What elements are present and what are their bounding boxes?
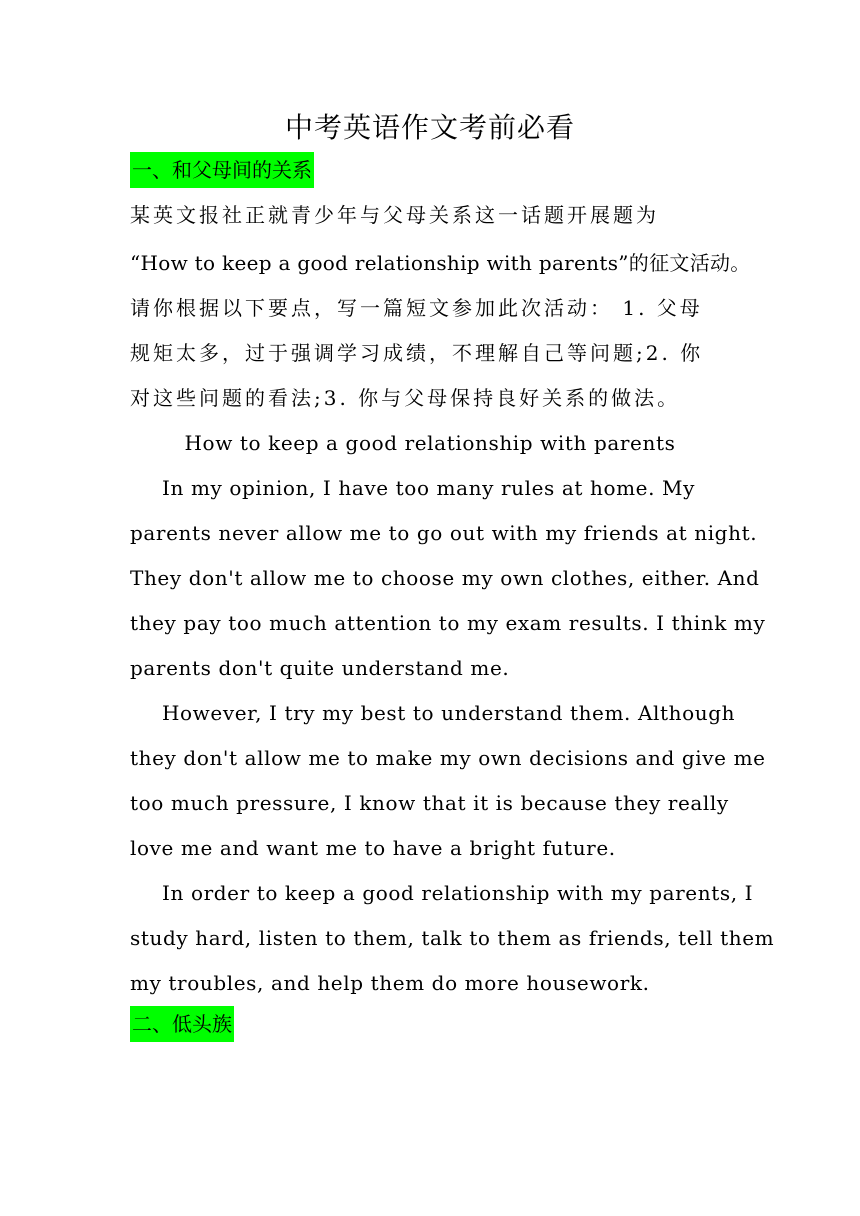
document-title: 中考英语作文考前必看 (284, 111, 575, 144)
essay-line: parents don't quite understand me. (130, 656, 510, 680)
prompt-line: 对这些问题的看法;3. 你与父母保持良好关系的做法。 (130, 386, 681, 410)
prompt-line: 某英文报社正就青少年与父母关系这一话题开展题为 (130, 203, 659, 227)
prompt-line: “How to keep a good relationship with parents”的征文活动。 (130, 251, 751, 275)
essay-line: However, I try my best to understand them. Although (162, 701, 736, 725)
section-heading-parents-relationship: 一、和父母间的关系 (130, 152, 314, 188)
prompt-line: 请你根据以下要点，写一篇短文参加此次活动： 1. 父母 (130, 296, 703, 320)
essay-line: they pay too much attention to my exam results. I think my (130, 611, 766, 635)
essay-line: In my opinion, I have too many rules at home. My (162, 476, 695, 500)
essay-line: they don't allow me to make my own decisions and give me (130, 746, 766, 770)
essay-line: study hard, listen to them, talk to them as friends, tell them (130, 926, 775, 950)
essay-line: love me and want me to have a bright future. (130, 836, 616, 860)
essay-line: In order to keep a good relationship with my parents, I (162, 881, 754, 905)
essay-line: They don't allow me to choose my own clothes, either. And (130, 566, 760, 590)
essay-line: parents never allow me to go out with my friends at night. (130, 521, 758, 545)
essay-title: How to keep a good relationship with parents (184, 431, 676, 455)
prompt-line: 规矩太多，过于强调学习成绩，不理解自己等问题;2. 你 (130, 341, 704, 365)
section-heading-phubbers: 二、低头族 (130, 1006, 234, 1042)
essay-line: my troubles, and help them do more housework. (130, 971, 650, 995)
essay-line: too much pressure, I know that it is because they really (130, 791, 729, 815)
